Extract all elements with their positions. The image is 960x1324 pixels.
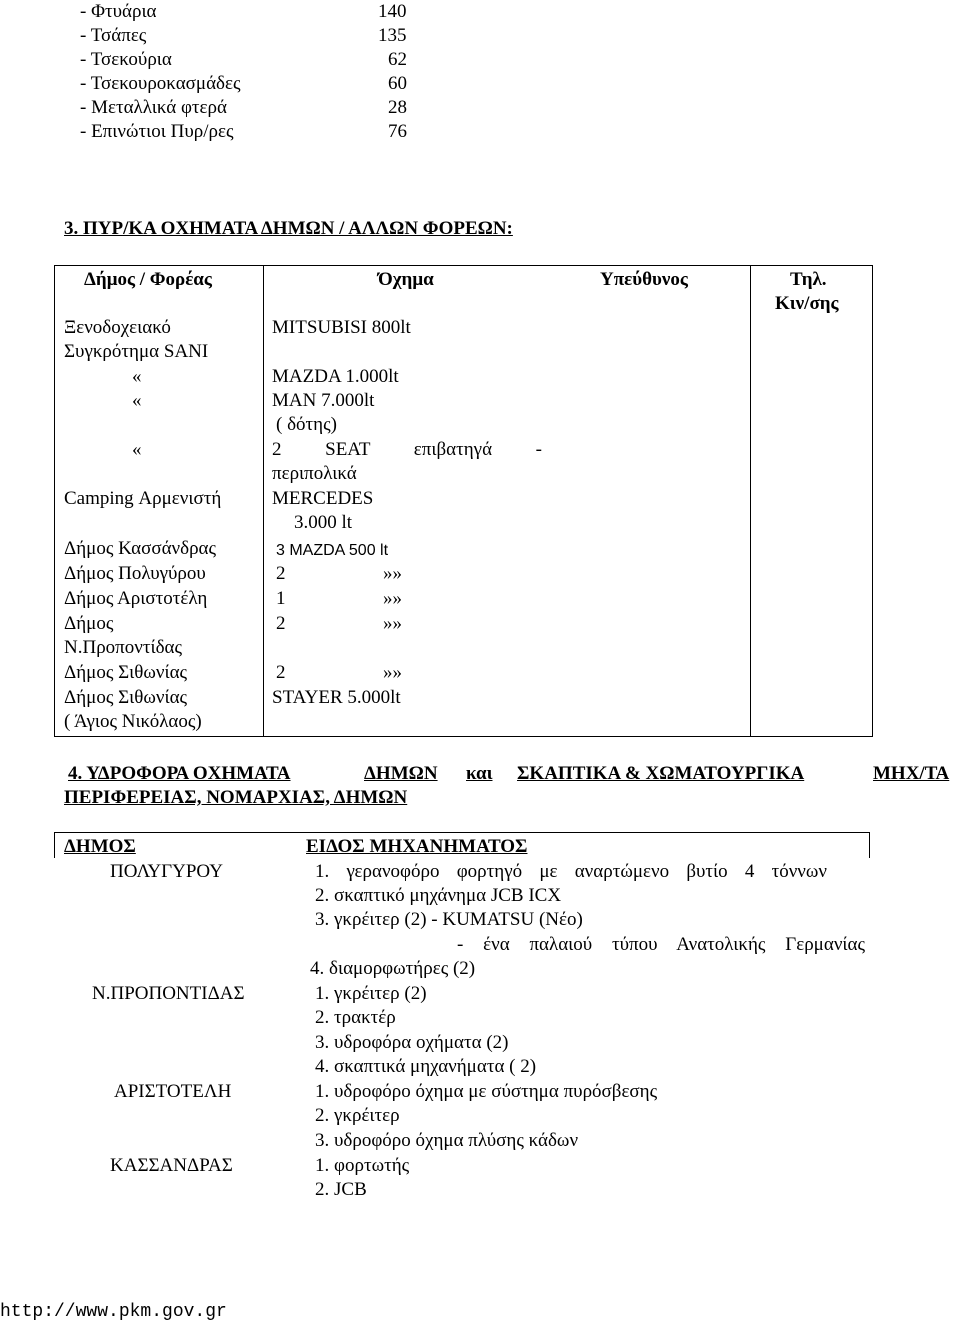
- table-cell-vehicle: περιπολικά: [272, 463, 357, 484]
- list-item-label: - Τσεκούρια: [80, 49, 172, 70]
- table-cell-vehicle: [276, 587, 402, 611]
- list-item-label: - Επινώτιοι Πυρ/ρες: [80, 121, 234, 142]
- list-item: [315, 860, 827, 884]
- municipality-label: ΠΟΛΥΓΥΡΟΥ: [110, 861, 223, 882]
- vehicle-text: 1 »»: [276, 588, 402, 609]
- table-header-phone: Τηλ.: [790, 269, 827, 290]
- table-cell-org: Δήμος Σιθωνίας: [64, 687, 188, 708]
- list-item-label: - Μεταλλικά φτερά: [80, 97, 227, 118]
- section4-heading-part: 4. ΥΔΡΟΦΟΡΑ ΟΧΗΜΑΤΑ: [68, 763, 291, 784]
- list-item: 1. γκρέιτερ (2): [315, 983, 427, 1004]
- table-header-org: Δήμος / Φορέας: [84, 269, 212, 290]
- municipality-label: Ν.ΠΡΟΠΟΝΤΙΔΑΣ: [92, 983, 245, 1004]
- list-item: 3. υδροφόρο όχημα πλύσης κάδων: [315, 1130, 579, 1151]
- table-cell-org: «: [132, 390, 142, 411]
- table-cell-org: ( Άγιος Νικόλαος): [64, 711, 202, 732]
- table-header-machine-type: ΕΙΔΟΣ ΜΗΧΑΝΗΜΑΤΟΣ: [306, 836, 528, 857]
- table-cell-vehicle: 3.000 lt: [294, 512, 353, 533]
- list-item: 1. υδροφόρο όχημα με σύστημα πυρόσβεσης: [315, 1081, 658, 1102]
- list-item: 3. υδροφόρα οχήματα (2): [315, 1032, 509, 1053]
- section4-heading-line2: ΠΕΡΙΦΕΡΕΙΑΣ, ΝΟΜΑΡΧΙΑΣ, ΔΗΜΩΝ: [64, 787, 408, 808]
- table-border-top: [54, 832, 870, 833]
- list-item: 4. σκαπτικά μηχανήματα ( 2): [315, 1056, 537, 1077]
- list-item-value: 135: [378, 25, 407, 46]
- table-divider: [263, 265, 264, 737]
- machine-text: 1. γερανοφόρο φορτηγό με αναρτώμενο βυτίο 4 τόννων: [315, 861, 827, 882]
- table-header-responsible: Υπεύθυνος: [600, 269, 688, 290]
- table-cell-vehicle: MERCEDES: [272, 488, 374, 509]
- table-cell-vehicle: [276, 562, 402, 586]
- table-cell-vehicle: MITSUBISI 800lt: [272, 317, 411, 338]
- list-item-value: 62: [388, 49, 407, 70]
- table-cell-org: Δήμος Αριστοτέλη: [64, 588, 208, 609]
- list-item: 2. JCB: [315, 1179, 367, 1200]
- table-cell-vehicle: [272, 438, 542, 462]
- table-cell-vehicle: MAN 7.000lt: [272, 390, 375, 411]
- list-item-value: 60: [388, 73, 407, 94]
- list-item-label: - Φτυάρια: [80, 1, 157, 22]
- list-item: [457, 933, 865, 957]
- table-header-vehicle: Όχημα: [378, 269, 434, 290]
- list-item-value: 76: [388, 121, 407, 142]
- table-cell-org: «: [132, 366, 142, 387]
- table-cell-vehicle: [276, 612, 402, 636]
- table-cell-org: Συγκρότημα SANI: [64, 341, 209, 362]
- list-item: 2. τρακτέρ: [315, 1007, 396, 1028]
- vehicle-text: 2 SEAT επιβατηγά -: [272, 439, 542, 460]
- machine-text: - ένα παλαιού τύπου Ανατολικής Γερμανίας: [457, 934, 865, 955]
- table-border-right: [869, 832, 870, 858]
- table-cell-org: «: [132, 439, 142, 460]
- list-item-label: - Τσεκουροκασμάδες: [80, 73, 241, 94]
- table-cell-vehicle: STAYER 5.000lt: [272, 687, 401, 708]
- municipality-label: ΚΑΣΣΑΝΔΡΑΣ: [110, 1155, 233, 1176]
- list-item-value: 140: [378, 1, 407, 22]
- list-item: 3. γκρέιτερ (2) - KUMATSU (Νέο): [315, 909, 583, 930]
- section4-heading-part: ΣΚΑΠΤΙΚΑ & ΧΩΜΑΤΟΥΡΓΙΚΑ: [517, 763, 805, 784]
- table-cell-vehicle: MAZDA 1.000lt: [272, 366, 399, 387]
- table-cell-org: Δήμος Πολυγύρου: [64, 563, 206, 584]
- list-item: 4. διαμορφωτήρες (2): [310, 958, 476, 979]
- section3-heading: 3. ΠΥΡ/ΚΑ ΟΧΗΜΑΤΑ ΔΗΜΩΝ / ΑΛΛΩΝ ΦΟΡΕΩΝ:: [64, 218, 513, 239]
- list-item-value: 28: [388, 97, 407, 118]
- section4-heading-part: και: [466, 763, 493, 784]
- table-cell-vehicle: [276, 661, 402, 685]
- list-item: 1. φορτωτής: [315, 1155, 410, 1176]
- table-cell-org: Ν.Προποντίδας: [64, 637, 183, 658]
- section4-heading-part: ΜΗΧ/ΤΑ: [873, 763, 950, 784]
- table-cell-org: Δήμος: [64, 613, 114, 634]
- vehicle-text: 2 »»: [276, 662, 402, 683]
- table-header-phone: Κιν/σης: [775, 293, 839, 314]
- footer-url: http://www.pkm.gov.gr: [0, 1302, 227, 1322]
- table-cell-vehicle: ( δότης): [276, 414, 337, 435]
- table-divider: [750, 265, 751, 737]
- table-border-left: [54, 832, 55, 858]
- table-header-municipality: ΔΗΜΟΣ: [64, 836, 136, 857]
- table-border-right: [872, 265, 873, 737]
- municipality-label: ΑΡΙΣΤΟΤΕΛΗ: [114, 1081, 232, 1102]
- table-cell-org: Δήμος Κασσάνδρας: [64, 538, 217, 559]
- vehicle-text: 2 »»: [276, 563, 402, 584]
- table-border-left: [54, 265, 55, 737]
- section4-heading-part: ΔΗΜΩΝ: [364, 763, 438, 784]
- list-item-label: - Τσάπες: [80, 25, 147, 46]
- table-cell-org: Δήμος Σιθωνίας: [64, 662, 188, 683]
- list-item: 2. σκαπτικό μηχάνημα JCB ICX: [315, 885, 562, 906]
- table-cell-vehicle: 3 MAZDA 500 lt: [276, 542, 389, 559]
- table-cell-org: Ξενοδοχειακό: [64, 317, 171, 338]
- table-cell-org: Camping Αρμενιστή: [64, 488, 222, 509]
- list-item: 2. γκρέιτερ: [315, 1105, 400, 1126]
- vehicle-text: 2 »»: [276, 613, 402, 634]
